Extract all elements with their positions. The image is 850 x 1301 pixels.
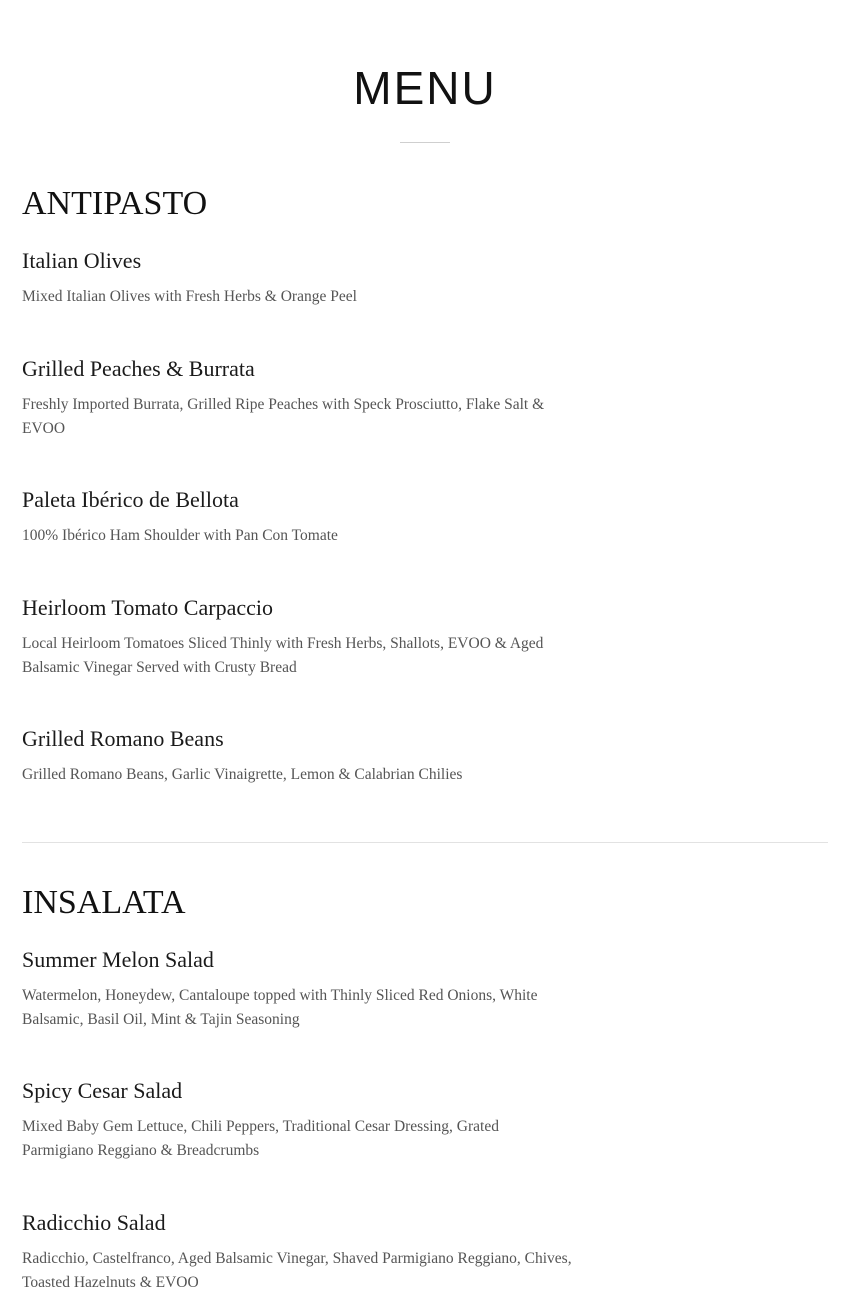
page-title: MENU (353, 62, 497, 114)
menu-item-grilled-romano-beans (22, 725, 622, 787)
menu-item-name: Grilled Romano Beans (22, 726, 224, 751)
menu-item-description: Freshly Imported Burrata, Grilled Ripe Peaches with Speck Prosciutto, Flake Salt & EVOO (22, 396, 545, 437)
menu-item-grilled-peaches-burrata (22, 355, 622, 441)
menu-item-name: Grilled Peaches & Burrata (22, 356, 255, 381)
menu-item-name: Spicy Cesar Salad (22, 1078, 183, 1103)
menu-item-radicchio-salad (22, 1209, 622, 1295)
section-heading-antipasto: ANTIPASTO (22, 185, 208, 222)
menu-item-spicy-cesar-salad (22, 1077, 622, 1163)
menu-item-description: 100% Ibérico Ham Shoulder with Pan Con Tomate (22, 527, 338, 544)
menu-item-description: Mixed Baby Gem Lettuce, Chili Peppers, Traditional Cesar Dressing, Grated Parmigiano Reggiano & Breadcrumbs (22, 1118, 499, 1159)
section-divider (22, 842, 828, 843)
title-divider (400, 142, 450, 143)
menu-item-italian-olives (22, 247, 622, 309)
menu-item-name: Heirloom Tomato Carpaccio (22, 595, 273, 620)
menu-item-name: Italian Olives (22, 248, 142, 273)
menu-item-summer-melon-salad (22, 946, 622, 1032)
menu-item-heirloom-tomato-carpaccio (22, 594, 622, 680)
menu-item-name: Paleta Ibérico de Bellota (22, 487, 239, 512)
menu-item-paleta-iberico (22, 486, 622, 548)
menu-item-description: Mixed Italian Olives with Fresh Herbs & Orange Peel (22, 288, 357, 305)
menu-item-description: Grilled Romano Beans, Garlic Vinaigrette, Lemon & Calabrian Chilies (22, 766, 463, 783)
menu-item-description: Local Heirloom Tomatoes Sliced Thinly with Fresh Herbs, Shallots, EVOO & Aged Balsamic Vinegar Served with Crusty Bread (22, 635, 544, 676)
menu-item-name: Radicchio Salad (22, 1210, 166, 1235)
menu-item-description: Watermelon, Honeydew, Cantaloupe topped with Thinly Sliced Red Onions, White Balsamic, Basil Oil, Mint & Tajin Seasoning (22, 987, 538, 1028)
menu-item-name: Summer Melon Salad (22, 947, 214, 972)
menu-item-description: Radicchio, Castelfranco, Aged Balsamic Vinegar, Shaved Parmigiano Reggiano, Chives, Toasted Hazelnuts & EVOO (22, 1250, 572, 1291)
section-heading-insalata: INSALATA (22, 884, 186, 921)
